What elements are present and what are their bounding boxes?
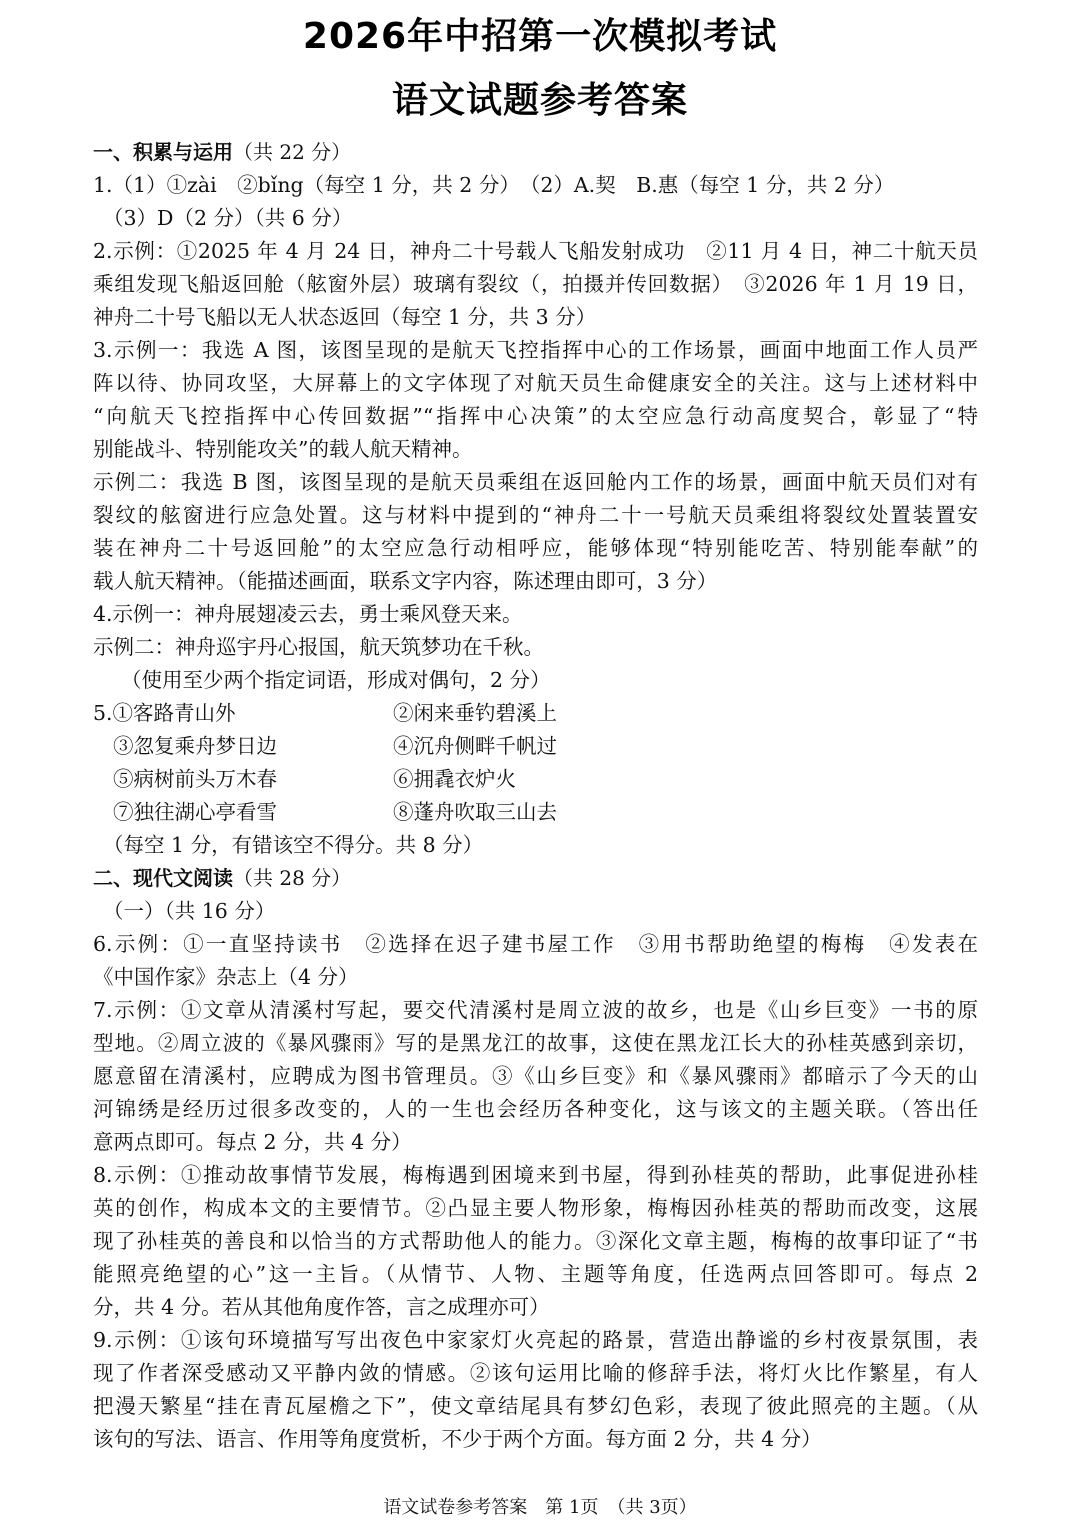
page-footer: 语文试卷参考答案 第 1页 （共 3页）	[383, 1497, 697, 1518]
poem-row	[93, 730, 978, 763]
section-1-title: 一、积累与运用	[93, 140, 233, 164]
poem-blank: ⑦独往湖心亭看雪	[113, 800, 277, 824]
answer-body	[93, 136, 978, 1456]
section-2-title: 二、现代文阅读	[93, 866, 233, 890]
poem-blank: ②闲来垂钓碧溪上	[393, 701, 557, 725]
answer-line: 能照亮绝望的心”这一主旨。（从情节、人物、主题等角度，任选两点回答即可。每点 2	[93, 1262, 978, 1286]
poem-blank: ⑥拥毳衣炉火	[393, 767, 516, 791]
answer-line: （使用至少两个指定词语，形成对偶句，2 分）	[121, 668, 551, 692]
poem-blank: ④沉舟侧畔千帆过	[393, 734, 557, 758]
poem-row	[93, 796, 978, 829]
answer-line: 阵以待、协同攻坚，大屏幕上的文字体现了对航天员生命健康安全的关注。这与上述材料中	[93, 371, 978, 395]
answer-line: 现了孙桂英的善良和以恰当的方式帮助他人的能力。③深化文章主题，梅梅的故事印证了“书	[93, 1229, 978, 1253]
section-heading-2	[93, 862, 978, 895]
poem-blank: ③忽复乘舟梦日边	[113, 734, 277, 758]
answer-q4	[93, 598, 978, 697]
answer-line: 4.示例一：神舟展翅凌云去，勇士乘风登天来。	[93, 602, 523, 626]
answer-line: 《中国作家》杂志上（4 分）	[93, 965, 359, 989]
answer-line: 7.示例：①文章从清溪村写起，要交代清溪村是周立波的故乡，也是《山乡巨变》一书的原	[93, 998, 978, 1022]
answer-q8	[93, 1159, 978, 1324]
answer-line: 1.（1）①zài ②bǐng（每空 1 分，共 2 分） （2）A.契 B.惠（每空 1 分，共 2 分）	[93, 173, 895, 197]
poem-row	[93, 697, 978, 730]
answer-line: 把漫天繁星“挂在青瓦屋檐之下”，使文章结尾具有梦幻色彩，表现了彼此照亮的主题。（从	[93, 1394, 978, 1418]
answer-q1	[93, 169, 978, 235]
section-heading-1	[93, 136, 978, 169]
section-1-points: （共 22 分）	[233, 140, 352, 164]
answer-line: 8.示例：①推动故事情节发展，梅梅遇到困境来到书屋，得到孙桂英的帮助，此事促进孙桂	[93, 1163, 978, 1187]
answer-line: 该句的写法、语言、作用等角度赏析，不少于两个方面。每方面 2 分，共 4 分）	[93, 1427, 822, 1451]
answer-line: 现了作者深受感动又平静内敛的情感。②该句运用比喻的修辞手法，将灯火比作繁星，有人	[93, 1361, 978, 1385]
poem-row	[93, 763, 978, 796]
subsection-heading: （一）（共 16 分）	[103, 899, 276, 923]
answer-line: “向航天飞控指挥中心传回数据”“指挥中心决策”的太空应急行动高度契合，彰显了“特	[93, 404, 978, 428]
section-2-points: （共 28 分）	[233, 866, 352, 890]
answer-q3	[93, 334, 978, 598]
answer-line: 意两点即可。每点 2 分，共 4 分）	[93, 1130, 412, 1154]
answer-line: 2.示例：①2025 年 4 月 24 日，神舟二十号载人飞船发射成功 ②11 月 4 日，神二十航天员	[93, 239, 978, 263]
answer-q9	[93, 1324, 978, 1456]
answer-line: 河锦绣是经历过很多改变的，人的一生也会经历各种变化，这与该文的主题关联。（答出任	[93, 1097, 978, 1121]
answer-line: 9.示例：①该句环境描写写出夜色中家家灯火亮起的路景，营造出静谧的乡村夜景氛围，表	[93, 1328, 978, 1352]
page-title: 2026年中招第一次模拟考试	[302, 16, 778, 57]
answer-line: 乘组发现飞船返回舱（舷窗外层）玻璃有裂纹（，拍摄并传回数据） ③2026 年 1 月 19 日，	[93, 272, 978, 296]
poem-blank: ⑤病树前头万木春	[113, 767, 277, 791]
answer-line: 型地。②周立波的《暴风骤雨》写的是黑龙江的故事，这使在黑龙江长大的孙桂英感到亲切，	[93, 1031, 978, 1055]
answer-line: 载人航天精神。（能描述画面，联系文字内容，陈述理由即可，3 分）	[93, 569, 718, 593]
answer-line: 愿意留在清溪村，应聘成为图书管理员。③《山乡巨变》和《暴风骤雨》都暗示了今天的山	[93, 1064, 978, 1088]
answer-line: 英的创作，构成本文的主要情节。②凸显主要人物形象，梅梅因孙桂英的帮助而改变，这展	[93, 1196, 978, 1220]
answer-line: 分，共 4 分。若从其他角度作答，言之成理亦可）	[93, 1295, 550, 1319]
answer-line: 别能战斗、特别能攻关”的载人航天精神。	[93, 437, 473, 461]
answer-line: 示例二：神舟巡宇丹心报国，航天筑梦功在千秋。	[93, 635, 544, 659]
answer-q5	[93, 697, 978, 862]
answer-q7	[93, 994, 978, 1159]
answer-line: （每空 1 分，有错该空不得分。共 8 分）	[103, 833, 484, 857]
answer-line: 裂纹的舷窗进行应急处置。这与材料中提到的“神舟二十一号航天员乘组将裂纹处置装置安	[93, 503, 978, 527]
answer-line: 示例二：我选 B 图，该图呈现的是航天员乘组在返回舱内工作的场景，画面中航天员们对有	[93, 470, 978, 494]
page-subtitle: 语文试题参考答案	[391, 80, 688, 121]
answer-q2	[93, 235, 978, 334]
answer-line: 3.示例一：我选 A 图，该图呈现的是航天飞控指挥中心的工作场景，画面中地面工作人员严	[93, 338, 978, 362]
answer-line: 装在神舟二十号返回舱”的太空应急行动相呼应，能够体现“特别能吃苦、特别能奉献”的	[93, 536, 978, 560]
answer-q6	[93, 928, 978, 994]
poem-blank: 5.①客路青山外	[93, 701, 236, 725]
answer-line: 6.示例：①一直坚持读书 ②选择在迟子建书屋工作 ③用书帮助绝望的梅梅 ④发表在	[93, 932, 978, 956]
answer-line: （3）D（2 分）（共 6 分）	[103, 206, 353, 230]
answer-line: 神舟二十号飞船以无人状态返回（每空 1 分，共 3 分）	[93, 305, 597, 329]
poem-blank: ⑧蓬舟吹取三山去	[393, 800, 557, 824]
